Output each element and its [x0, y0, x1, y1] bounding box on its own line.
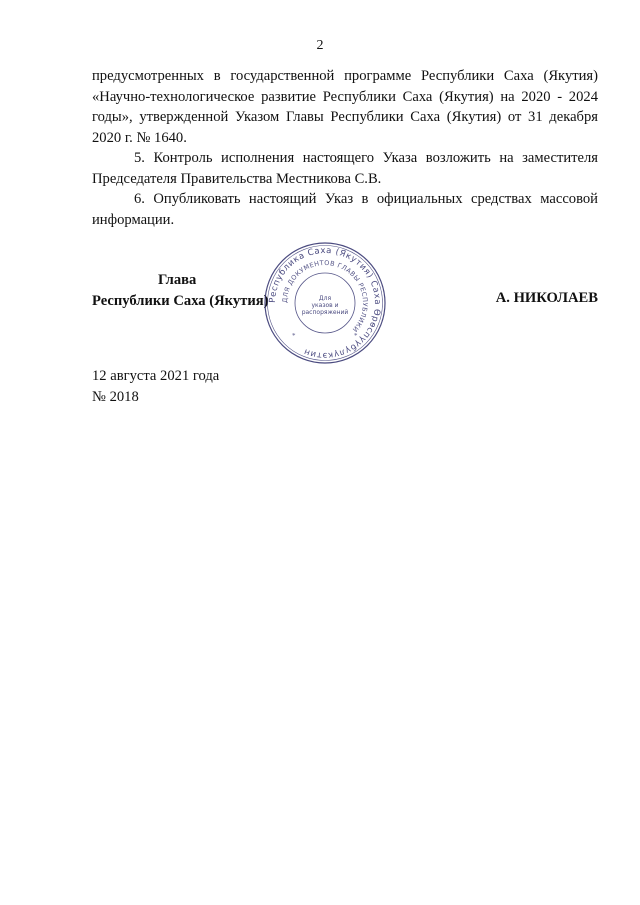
paragraph-5: 5. Контроль исполнения настоящего Указа возложить на заместителя Председателя Правительства Местникова С.В. — [92, 150, 598, 187]
document-date: 12 августа 2021 года — [92, 368, 220, 384]
seal-outer-text: Республика Саха (Якутия) Саха Өрөспүүбүлүкэтин — [267, 245, 383, 361]
svg-text:Для: Для — [318, 295, 332, 302]
svg-text:распоряжений: распоряжений — [301, 309, 349, 316]
signatory-title-line2: Республики Саха (Якутия) — [92, 292, 269, 309]
document-number: № 2018 — [92, 389, 139, 405]
svg-text:ДЛЯ ДОКУМЕНТОВ ГЛАВЫ РЕСПУБЛИК: ДЛЯ ДОКУМЕНТОВ ГЛАВЫ РЕСПУБЛИКИ — [280, 258, 370, 334]
paragraph-6: 6. Опубликовать настоящий Указ в официальных средствах массовой информации. — [92, 191, 598, 228]
signatory-title — [92, 270, 272, 311]
svg-text:*: * — [354, 332, 358, 340]
signatory-name: А. НИКОЛАЕВ — [495, 290, 598, 306]
document-body — [92, 66, 598, 230]
signatory-title-line1: Глава — [158, 272, 197, 288]
paragraph-continuation: предусмотренных в государственной программе Республики Саха (Якутия) «Научно-технологическое развитие Республики Саха (Якутия) на 2020 - 2024 годы», утвержденной Указом Главы Республики Саха (Якутия) от 31 декабря 2020 г. № 1640. — [92, 68, 598, 146]
svg-text:указов и: указов и — [311, 302, 339, 309]
official-seal-icon — [262, 240, 388, 366]
page-number: 2 — [316, 38, 324, 53]
svg-text:*: * — [292, 332, 296, 340]
document-date-number — [92, 366, 219, 408]
